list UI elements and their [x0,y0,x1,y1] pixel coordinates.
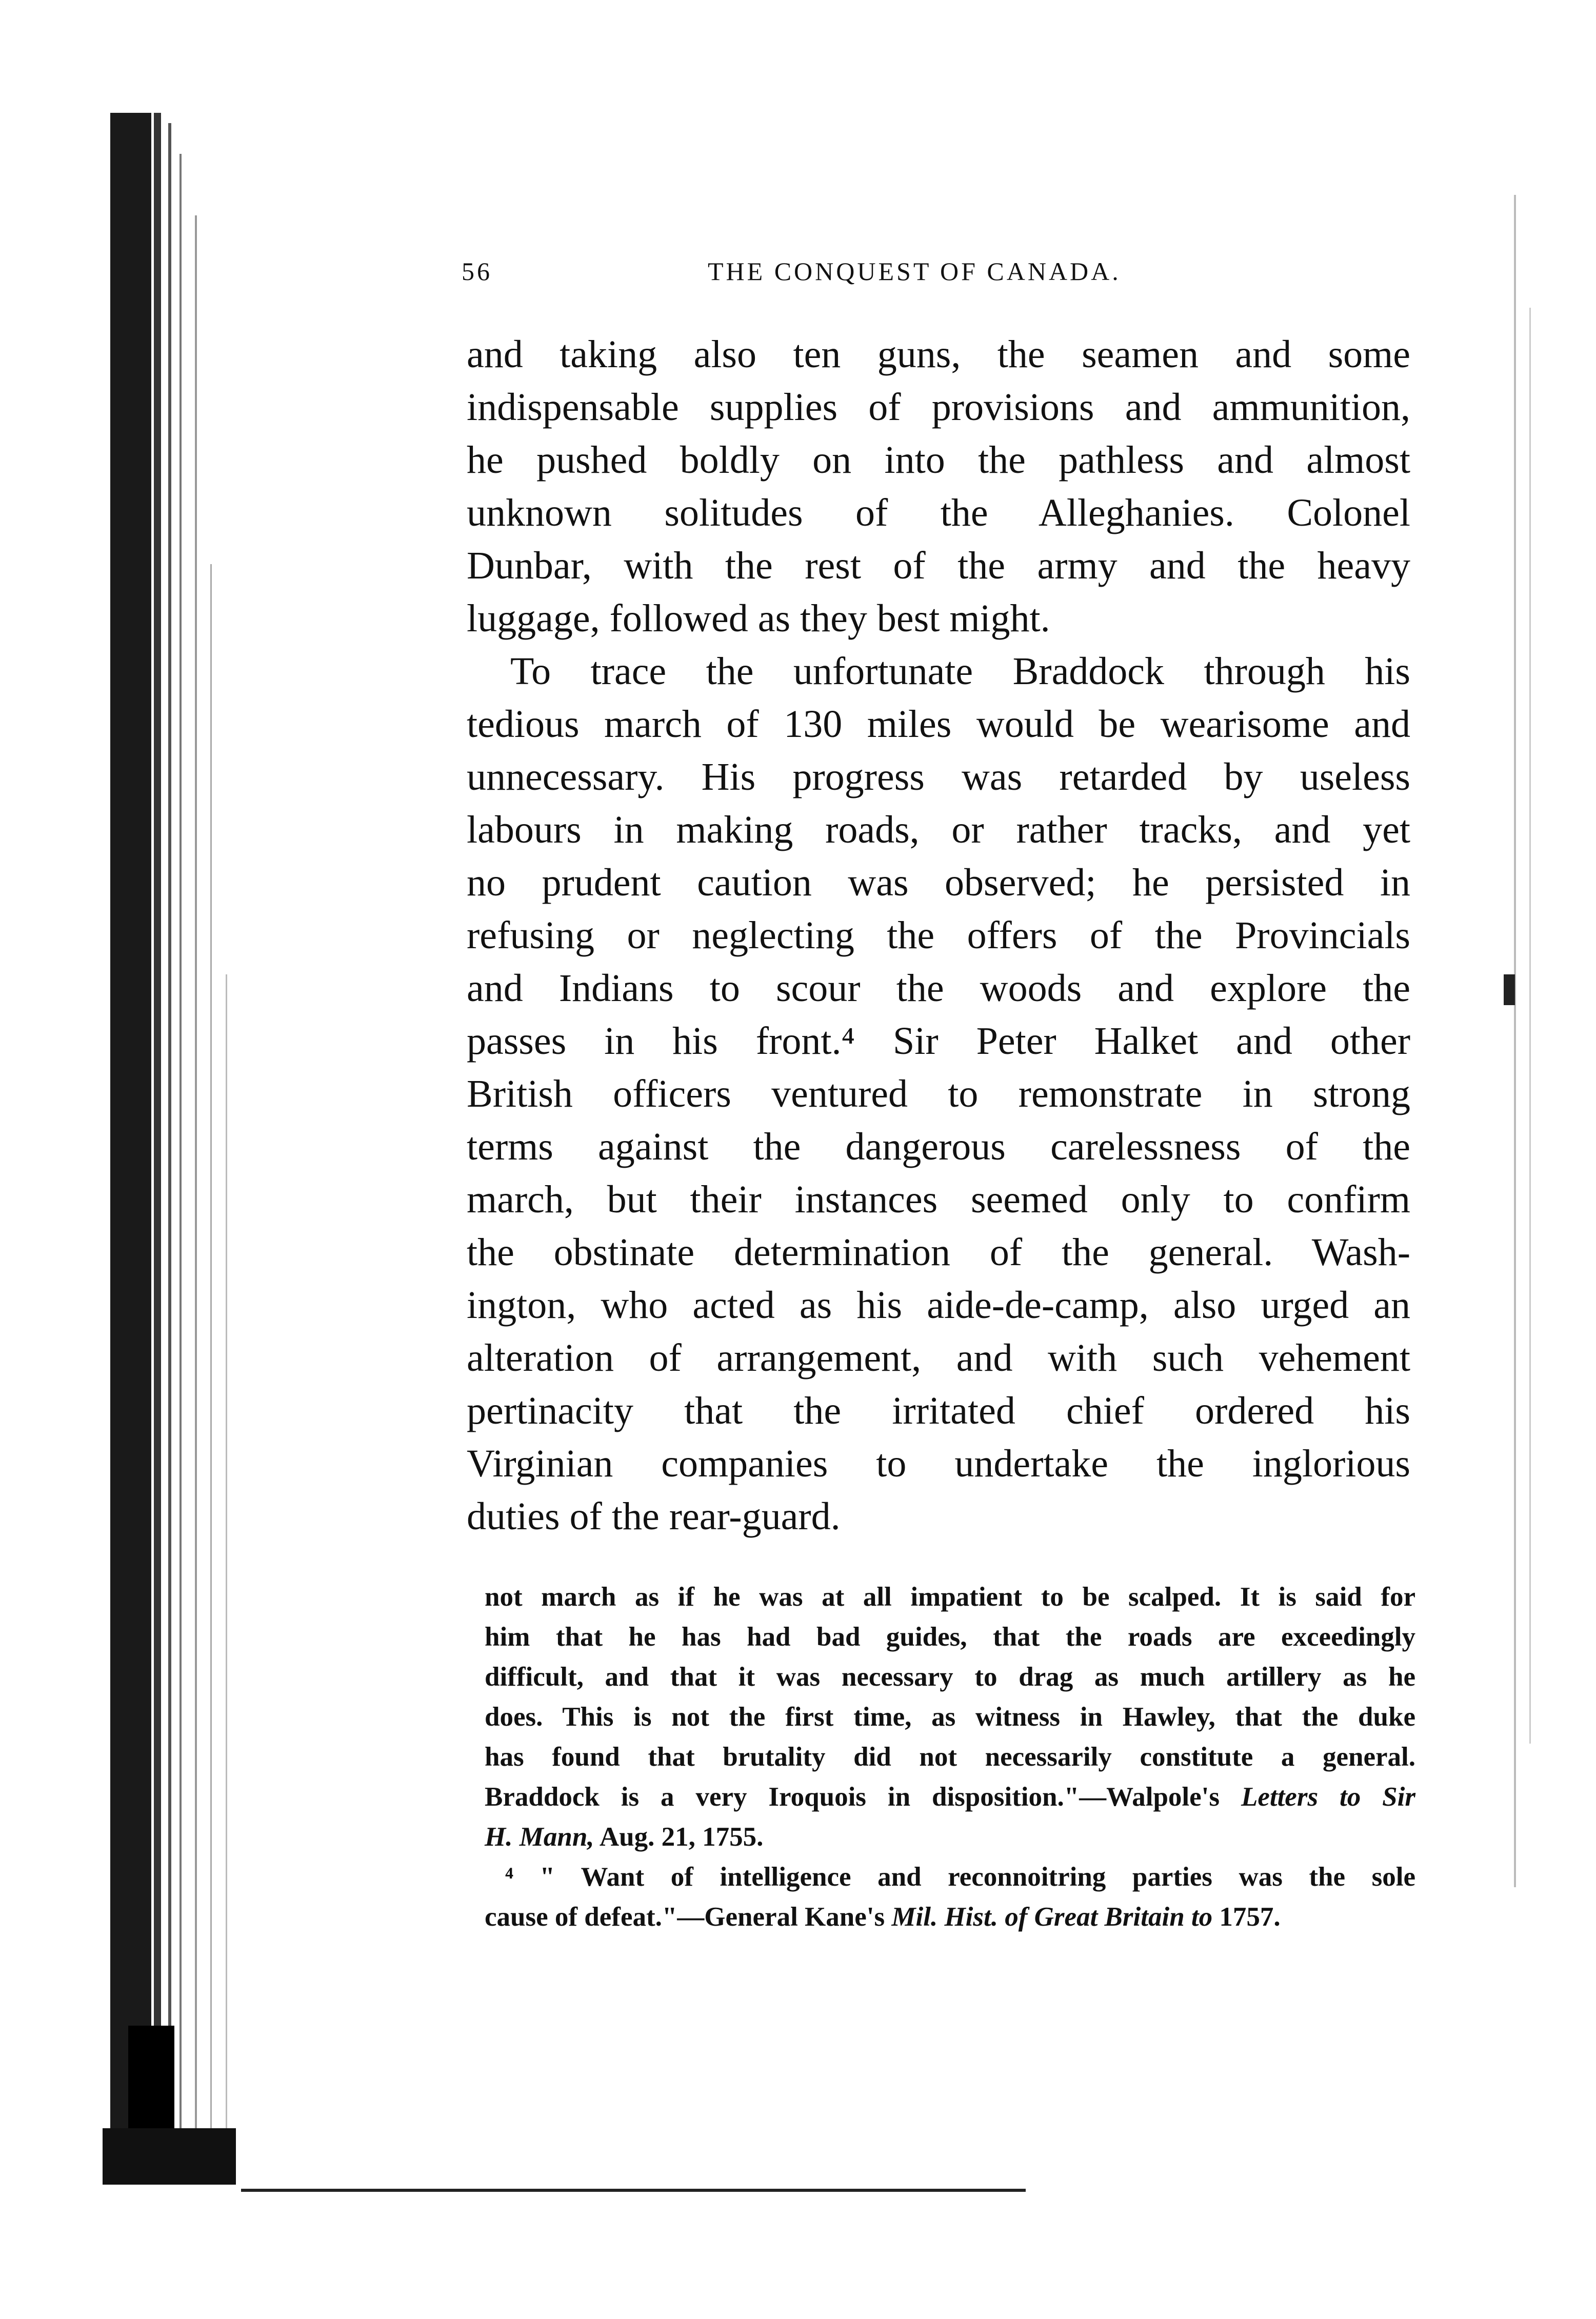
footnote-3-line: difficult, and that it was necessary to drag as much artillery as he [485,1662,1415,1692]
text-line: Virginian companies to undertake the inglorious [467,1442,1410,1485]
footnote-3-date: Aug. 21, 1755. [594,1822,764,1852]
footnotes [485,1577,1415,1937]
footnote-3-line [485,1777,1415,1817]
text-line: British officers ventured to remonstrate in strong [467,1072,1410,1115]
paragraph-2 [467,645,1410,1543]
text-line: march, but their instances seemed only to confirm [467,1178,1410,1221]
footnote-3-line: has found that brutality did not necessarily constitute a general. [485,1742,1415,1772]
text-line: ington, who acted as his aide-de-camp, also urged an [467,1284,1410,1327]
text-line: and Indians to scour the woods and explore the [467,967,1410,1010]
running-head: THE CONQUEST OF CANADA. [708,257,1121,286]
page-header [462,256,1405,303]
text-line: tedious march of 130 miles would be wearisome and [467,703,1410,746]
footnote-4-year: 1757. [1212,1902,1281,1932]
text-line: To trace the unfortunate Braddock through his [510,650,1410,693]
text-line: alteration of arrangement, and with such vehement [467,1336,1410,1380]
text-line: the obstinate determination of the general. Wash- [467,1231,1410,1274]
footnote-3-line: does. This is not the first time, as witness in Hawley, that the duke [485,1702,1415,1732]
paragraph-1 [467,328,1410,645]
text-line: Dunbar, with the rest of the army and the heavy [467,544,1410,587]
footnote-4-line [485,1897,1415,1937]
text-line: unknown solitudes of the Alleghanies. Colonel [467,491,1410,534]
text-line: he pushed boldly on into the pathless and almost [467,438,1410,482]
page-number: 56 [462,257,492,286]
text-line: no prudent caution was observed; he persisted in [467,861,1410,904]
text-line: pertinacity that the irritated chief ordered his [467,1389,1410,1432]
footnote-3-line [485,1817,1415,1857]
text-line: terms against the dangerous carelessness of the [467,1125,1410,1168]
footnote-3-title: Letters to Sir [1241,1782,1415,1812]
text-line: passes in his front.⁴ Sir Peter Halket and other [467,1019,1410,1063]
footnote-3-text: Braddock is a very Iroquois in disposition."—Walpole's [485,1782,1241,1812]
body-text [467,328,1410,1543]
page-edge-artifact [1493,0,1596,2317]
text-line: unnecessary. His progress was retarded by useless [467,755,1410,798]
footnote-4-title: Mil. Hist. of Great Britain to [891,1902,1213,1932]
binding-gutter-artifact [0,0,246,2317]
bottom-rule [241,2189,1026,2192]
footnote-3-title-cont: H. Mann, [485,1822,594,1852]
footnote-4-line: ⁴ " Want of intelligence and reconnoitring parties was the sole [505,1862,1415,1892]
footnote-3-line: him that he has had bad guides, that the roads are exceedingly [485,1622,1415,1652]
text-line: refusing or neglecting the offers of the Provincials [467,914,1410,957]
text-line: duties of the rear-guard. [467,1495,841,1538]
text-line: labours in making roads, or rather tracks, and yet [467,808,1410,851]
text-line: luggage, followed as they best might. [467,597,1050,640]
footnote-3-line: not march as if he was at all impatient to be scalped. It is said for [485,1582,1415,1612]
text-line: indispensable supplies of provisions and ammunition, [467,386,1410,429]
footnote-4-text: cause of defeat."—General Kane's [485,1902,892,1932]
text-line: and taking also ten guns, the seamen and some [467,333,1410,376]
